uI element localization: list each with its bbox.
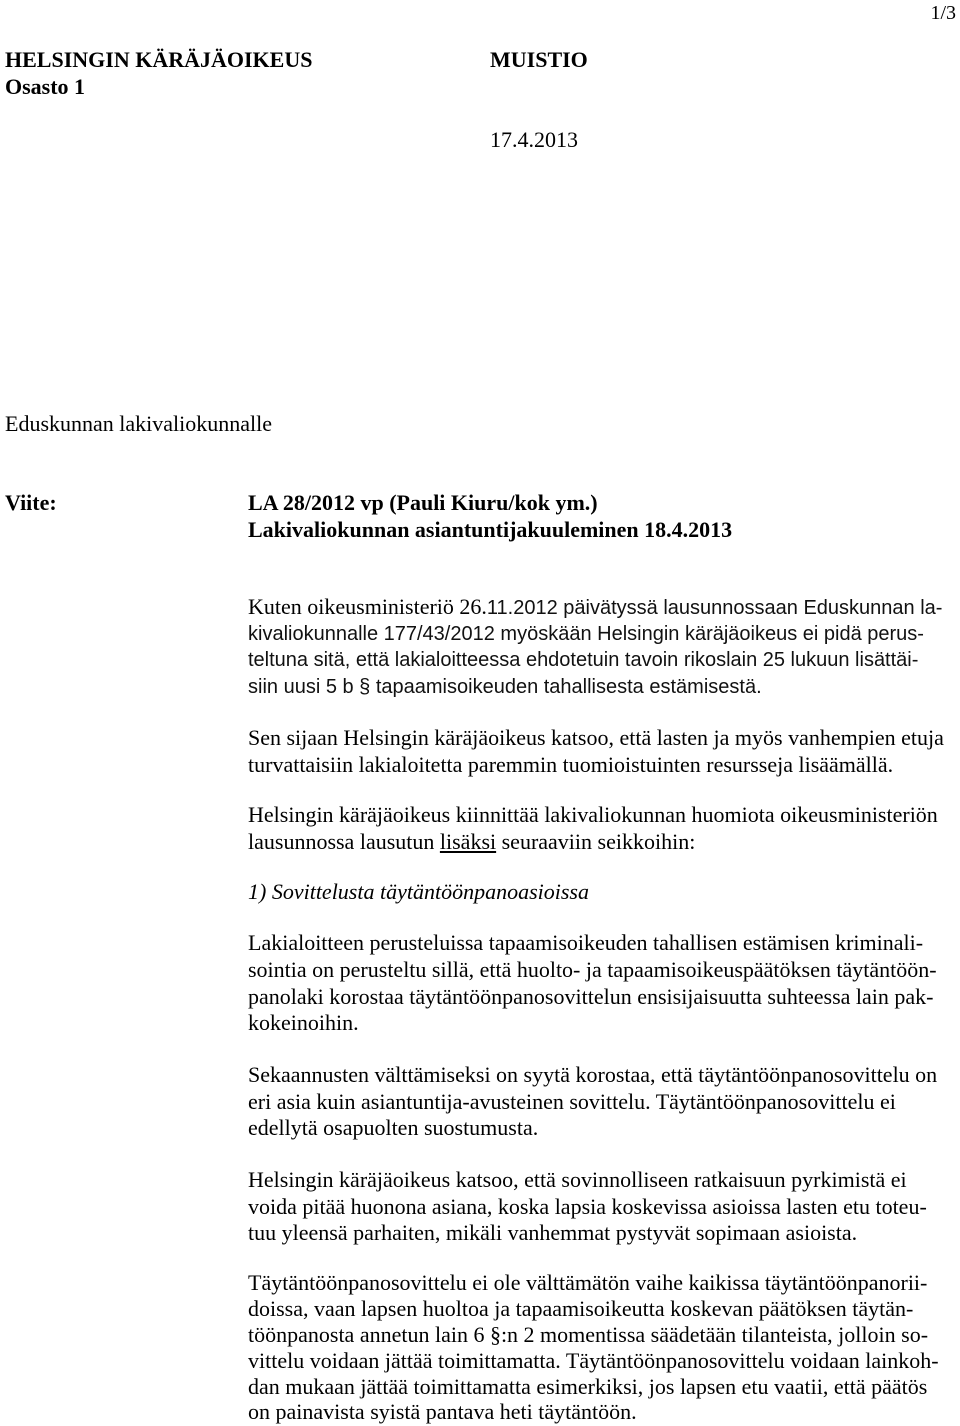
paragraph-line: töönpanosta annetun lain 6 §:n 2 momentissa säädetään tilanteista, jolloin so- <box>248 1322 929 1347</box>
paragraph-line: sointia on perusteltu sillä, että huolto- ja tapaamisoikeuspäätöksen täytäntöön- <box>248 957 937 982</box>
paragraph-line: on painavista syistä pantava heti täytäntöön. <box>248 1399 637 1424</box>
reference-line: LA 28/2012 vp (Pauli Kiuru/kok ym.) <box>248 490 598 515</box>
reference-label: Viite: <box>5 490 57 515</box>
paragraph-line: Lakialoitteen perusteluissa tapaamisoikeuden tahallisen estämisen kriminali- <box>248 930 924 955</box>
line-segment: 11.2012 päivätyssä lausunnossaan Eduskunnan la- <box>486 597 943 619</box>
paragraph-line: Helsingin käräjäoikeus katsoo, että sovinnolliseen ratkaisuun pyrkimistä ei <box>248 1167 907 1192</box>
paragraph-line: Täytäntöönpanosovittelu ei ole välttämätön vaihe kaikissa täytäntöönpanorii- <box>248 1270 928 1295</box>
court-name: HELSINGIN KÄRÄJÄOIKEUS <box>5 47 313 72</box>
line-segment: lausunnossa lausutun <box>248 829 440 854</box>
paragraph-line: turvattaisiin lakialoitetta paremmin tuomioistuinten resursseja lisäämällä. <box>248 752 894 777</box>
paragraph-line: Sen sijaan Helsingin käräjäoikeus katsoo, että lasten ja myös vanhempien etuja <box>248 725 944 750</box>
paragraph-line: tuu yleensä parhaiten, mikäli vanhemmat pystyvät sopimaan asioista. <box>248 1220 858 1245</box>
paragraph-line: edellytä osapuolten suostumusta. <box>248 1115 539 1140</box>
paragraph-line: panolaki korostaa täytäntöönpanosovittelun ensisijaisuutta suhteessa lain pak- <box>248 984 934 1009</box>
document-date: 17.4.2013 <box>490 127 578 152</box>
paragraph-line: teltuna sitä, että lakialoitteessa ehdotetuin tavoin rikoslain 25 lukuun lisättäi- <box>248 649 919 671</box>
paragraph-line: kokeinoihin. <box>248 1010 359 1035</box>
paragraph-line: vittelu voidaan jättää toimittamatta. Täytäntöönpanosovittelu voidaan lainkoh- <box>248 1348 939 1373</box>
paragraph-line: dan mukaan jättää toimittamatta esimerkiksi, jos lapsen etu vaatii, että päätös <box>248 1374 928 1399</box>
paragraph-line: doissa, vaan lapsen huoltoa ja tapaamisoikeutta koskevan päätöksen täytän- <box>248 1296 914 1321</box>
underlined-word: lisäksi <box>439 829 497 854</box>
recipient: Eduskunnan lakivaliokunnalle <box>5 411 272 436</box>
paragraph-line: voida pitää huonona asiana, koska lapsia koskevissa asioissa lasten etu toteu- <box>248 1194 927 1219</box>
paragraph-line: kivaliokunnalle 177/43/2012 myöskään Helsingin käräjäoikeus ei pidä perus- <box>248 623 924 645</box>
document-type: MUISTIO <box>490 47 588 72</box>
paragraph-line: Sekaannusten välttämiseksi on syytä korostaa, että täytäntöönpanosovittelu on <box>248 1062 938 1087</box>
paragraph-line: Helsingin käräjäoikeus kiinnittää lakivaliokunnan huomiota oikeusministeriön <box>248 802 938 827</box>
paragraph-line <box>248 594 942 620</box>
page-number: 1/3 <box>930 2 956 24</box>
section-heading: 1) Sovittelusta täytäntöönpanoasioissa <box>248 879 589 904</box>
reference-line: Lakivaliokunnan asiantuntijakuuleminen 18.4.2013 <box>248 517 733 542</box>
department: Osasto 1 <box>5 74 86 99</box>
line-segment: Kuten oikeusministeriö 26. <box>248 594 487 619</box>
line-segment: seuraaviin seikkoihin: <box>496 829 696 854</box>
paragraph-line: eri asia kuin asiantuntija-avusteinen sovittelu. Täytäntöönpanosovittelu ei <box>248 1089 896 1114</box>
paragraph-line: siin uusi 5 b § tapaamisoikeuden tahallisesta estämisestä. <box>248 676 762 698</box>
paragraph-line <box>248 829 695 855</box>
